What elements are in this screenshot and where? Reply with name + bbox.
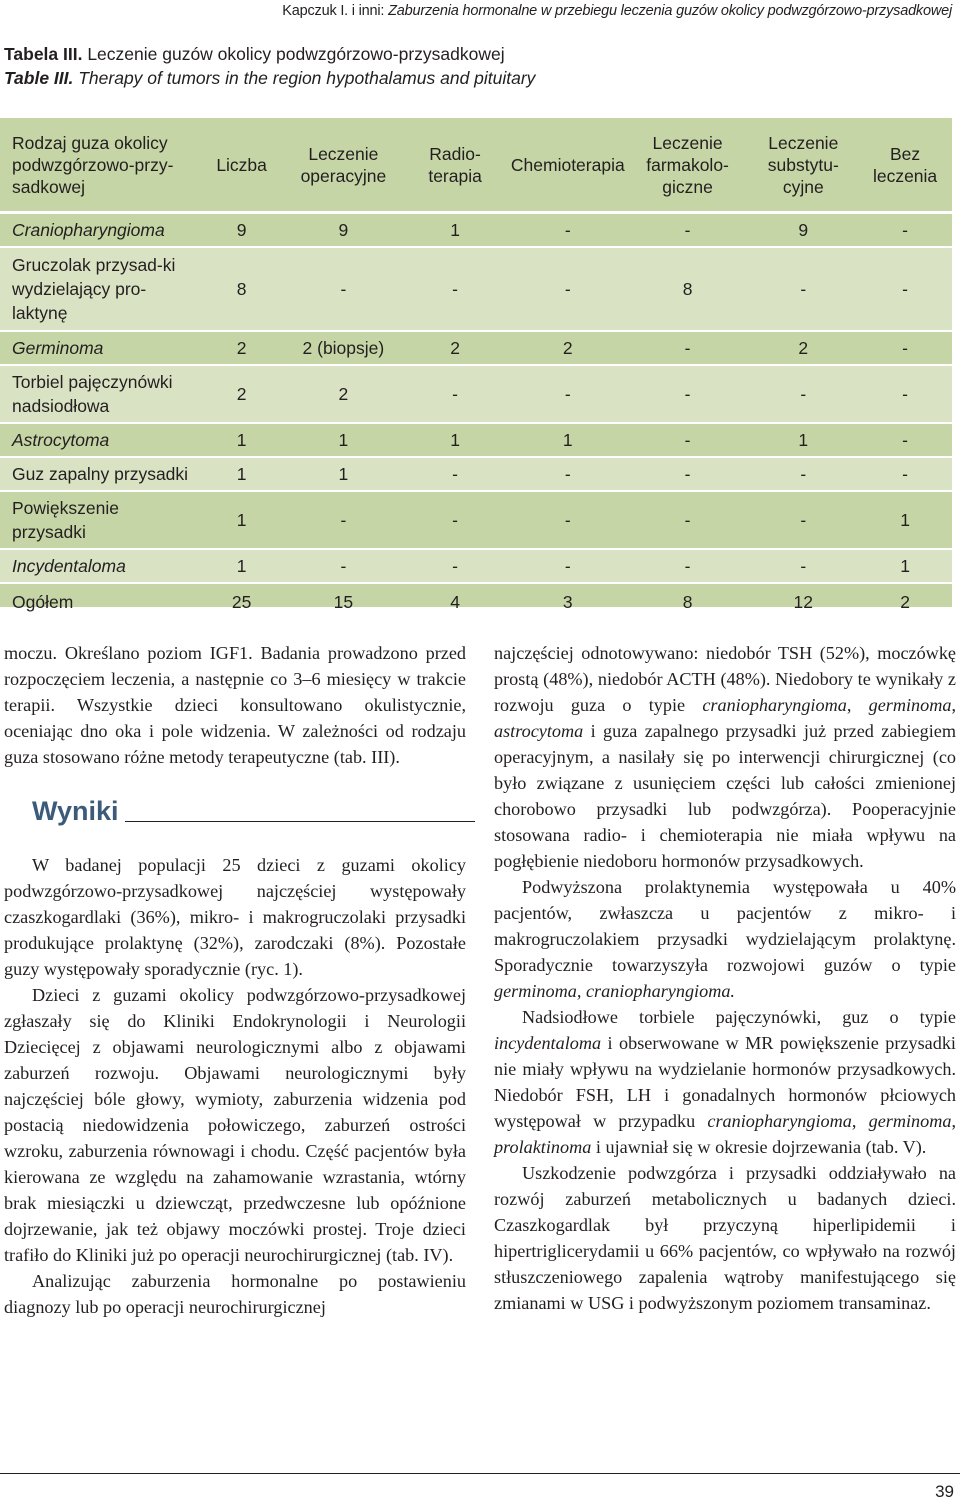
cell: 8 [627,248,749,332]
cell: - [858,424,952,458]
table-row [0,550,952,584]
cell: - [858,458,952,492]
cell: - [858,248,952,332]
cell: 8 [682,592,693,612]
cell: - [509,214,627,248]
paragraph [494,640,956,874]
paragraph [494,1004,956,1160]
cell: 1 [858,550,952,584]
row-name: Astrocytoma [0,424,198,458]
header-surgery: Leczenie operacyjne [285,118,401,214]
cell: 1 [401,424,509,458]
cell: - [858,214,952,248]
text-run: astrocytoma [494,721,584,741]
cell: 1 [401,214,509,248]
caption-pl-label: Tabela III. [4,44,83,64]
cell: 2 [748,332,858,366]
section-rule [125,821,475,822]
text-run: craniopharyngioma [707,1111,852,1131]
paragraph: moczu. Określano poziom IGF1. Badania prowadzono przed rozpoczęciem leczenia, a następnie co 3–6 miesięcy w trakcie terapii. Wszystkie dzieci konsultowano okulistycznie, oceniając dno oka i pole widzenia. W zależności od rodzaju guza stosowano różne metody terapeutyczne (tab. III). [4,643,466,767]
paragraph [494,874,956,1004]
cell: 2 [401,332,509,366]
table-row [0,248,952,332]
cell: - [748,458,858,492]
table-caption [4,42,535,90]
row-name: Germinoma [0,332,198,366]
cell: 1 [198,424,286,458]
cell: 9 [748,214,858,248]
text-run: germinoma [868,1111,952,1131]
cell: 2 [509,332,627,366]
section-heading [32,796,466,826]
caption-en-text: Therapy of tumors in the region hypothalamus and pituitary [73,68,536,88]
table-row [0,214,952,248]
caption-en-label: Table III. [4,68,74,88]
cell: - [509,248,627,332]
row-name: Guz zapalny przysadki [0,458,198,492]
text-run: Podwyższona prolaktynemia występowała u 40% pacjentów, zwłaszcza u pacjentów z mikro- i makrogruczolakiem przysadki wydzielającym prolaktynę. Sporadycznie towarzyszyła rozwojowi guzów o typie [494,877,956,975]
row-name: Ogółem [12,592,74,612]
row-name: Powiększenie przysadki [0,492,198,550]
cell: 1 [198,492,286,550]
table-row [0,332,952,366]
header-chemotherapy: Chemioterapia [509,118,627,214]
cell: 12 [793,592,814,612]
cell: 25 [231,592,252,612]
cell: - [627,458,749,492]
cell: 4 [450,592,460,612]
cell: 15 [333,592,354,612]
footer-rule [0,1473,960,1474]
cell: - [401,248,509,332]
therapy-table-container [0,118,952,612]
running-head-title: Zaburzenia hormonalne w przebiegu leczenia guzów okolicy podwzgórzowo-przysadkowej [388,3,952,19]
cell: 2 [285,366,401,424]
running-head [282,3,952,19]
paragraph: Uszkodzenie podwzgórza i przysadki oddziaływało na rozwój zaburzeń metabolicznych u badanych dzieci. Czaszkogardlak był przyczyną hiperlipidemii i hipertriglicerydamii u 66% pacjentów, co wpływało na rozwój stłuszczeniowego zapalenia wątroby manifestującego się zmianami w USG i podwyższonym poziomem transaminaz. [494,1163,956,1313]
cell: - [509,550,627,584]
cell: 1 [748,424,858,458]
therapy-table [0,118,952,620]
text-run: craniopharyngioma [702,695,847,715]
cell: 9 [285,214,401,248]
cell: 1 [198,550,286,584]
cell: 1 [285,424,401,458]
cell: - [285,248,401,332]
cell: - [627,332,749,366]
header-radiotherapy: Radio-terapia [401,118,509,214]
cell: - [401,458,509,492]
cell: 8 [198,248,286,332]
cell: 9 [198,214,286,248]
caption-pl-text: Leczenie guzów okolicy podwzgórzowo-przysadkowej [82,44,505,64]
text-run: , [846,695,869,715]
text-run: prolaktinoma [494,1137,592,1157]
page-number: 39 [935,1482,954,1501]
cell: 1 [285,458,401,492]
cell: 2 [900,592,910,612]
text-run: i guza zapalnego przysadki już przed zabiegiem operacyjnym, a nasilały się po interwencji chirurgicznej (co było związane z usunięciem części lub całości zmienionej chorobowo przysadki lub podwzgórza). Pooperacyjnie stosowana radio- i chemioterapia nie miała wpływu na pogłębienie niedoboru hormonów przysadkowych. [494,721,956,871]
cell: - [627,366,749,424]
section-title: Wyniki [32,796,119,826]
text-run: , [951,695,956,715]
cell: 1 [509,424,627,458]
cell: - [748,550,858,584]
row-name: Craniopharyngioma [0,214,198,248]
text-run: Nadsiodłowe torbiele pajęczynówki, guz o typie [522,1007,956,1027]
cell: - [748,492,858,550]
cell: 2 (biopsje) [285,332,401,366]
cell: - [509,366,627,424]
text-run: najczęściej odnotowywano: niedobór TSH (52%), moczówkę prostą (48%), niedobór ACTH (48%). Niedobory te wynikały z rozwoju guza o typie [494,643,956,715]
cell: 2 [198,332,286,366]
right-text-column [494,640,956,1316]
table-row [0,424,952,458]
text-run: , [951,1111,957,1131]
text-run: germinoma [868,695,952,715]
text-run: i obserwowane w MR powiększenie przysadki nie miały wpływu na wydzielanie hormonów przysadkowych. Niedobór FSH, LH i gonadalnych hormonów płciowych występował w przypadku [494,1033,956,1131]
cell: - [401,550,509,584]
header-pharmacological: Leczenie farmakolo-giczne [627,118,749,214]
cell: - [285,492,401,550]
cell: - [509,458,627,492]
cell: - [285,550,401,584]
row-name: Incydentaloma [0,550,198,584]
cell: - [858,366,952,424]
table-row [0,366,952,424]
table-total-row [0,584,952,620]
cell: 1 [198,458,286,492]
cell: - [401,492,509,550]
header-substitution: Leczenie substytu-cyjne [748,118,858,214]
row-name: Torbiel pajęczynówki nadsiodłowa [0,366,198,424]
paragraph: Analizując zaburzenia hormonalne po postawieniu diagnozy lub po operacji neurochirurgicznej [4,1271,466,1317]
header-tumor-type: Rodzaj guza okolicy podwzgórzowo-przy-sadkowej [0,118,198,214]
cell: - [509,492,627,550]
paragraph: Dzieci z guzami okolicy podwzgórzowo-przysadkowej zgłaszały się do Kliniki Endokrynologii i Neurologii Dziecięcej z objawami neurologicznymi albo z objawami zaburzeń rozwoju. Objawami neurologicznymi były najczęściej bóle głowy, wymioty, zaburzenia widzenia pod postacią niedowidzenia połowiczego, zaburzeń ostrości wzroku, zaburzenia równowagi i chodu. Część pacjentów była kierowana ze względu na zahamowanie wzrastania, wtórny brak miesiączki u dziewcząt, przedwczesne lub opóźnione dojrzewanie, jak też objawy moczówki prostej. Troje dzieci trafiło do Kliniki już po operacji neurochirurgicznej (tab. IV). [4,985,466,1265]
cell: - [627,424,749,458]
header-no-treatment: Bez leczenia [858,118,952,214]
header-count: Liczba [198,118,286,214]
text-run: , [851,1111,869,1131]
cell: 3 [562,592,573,612]
cell: - [401,366,509,424]
left-text-column [4,640,466,1320]
text-run: germinoma, craniopharyngioma. [494,981,735,1001]
text-run: incydentaloma [494,1033,602,1053]
running-head-authors: Kapczuk I. i inni: [282,3,389,19]
cell: - [627,214,749,248]
table-row [0,492,952,550]
cell: - [748,366,858,424]
cell: 2 [198,366,286,424]
cell: - [627,550,749,584]
row-name: Gruczolak przysad-ki wydzielający pro-laktynę [0,248,198,332]
cell: 1 [858,492,952,550]
table-row [0,458,952,492]
table-header-row [0,118,952,214]
cell: - [748,248,858,332]
text-run: i ujawniał się w okresie dojrzewania (tab. V). [591,1137,927,1157]
cell: - [627,492,749,550]
paragraph: W badanej populacji 25 dzieci z guzami okolicy podwzgórzowo-przysadkowej najczęściej występowały czaszkogardlaki (36%), mikro- i makrogruczolaki przysadki produkujące prolaktynę (32%), zarodczaki (8%). Pozostałe guzy występowały sporadycznie (ryc. 1). [4,855,466,979]
cell: - [858,332,952,366]
